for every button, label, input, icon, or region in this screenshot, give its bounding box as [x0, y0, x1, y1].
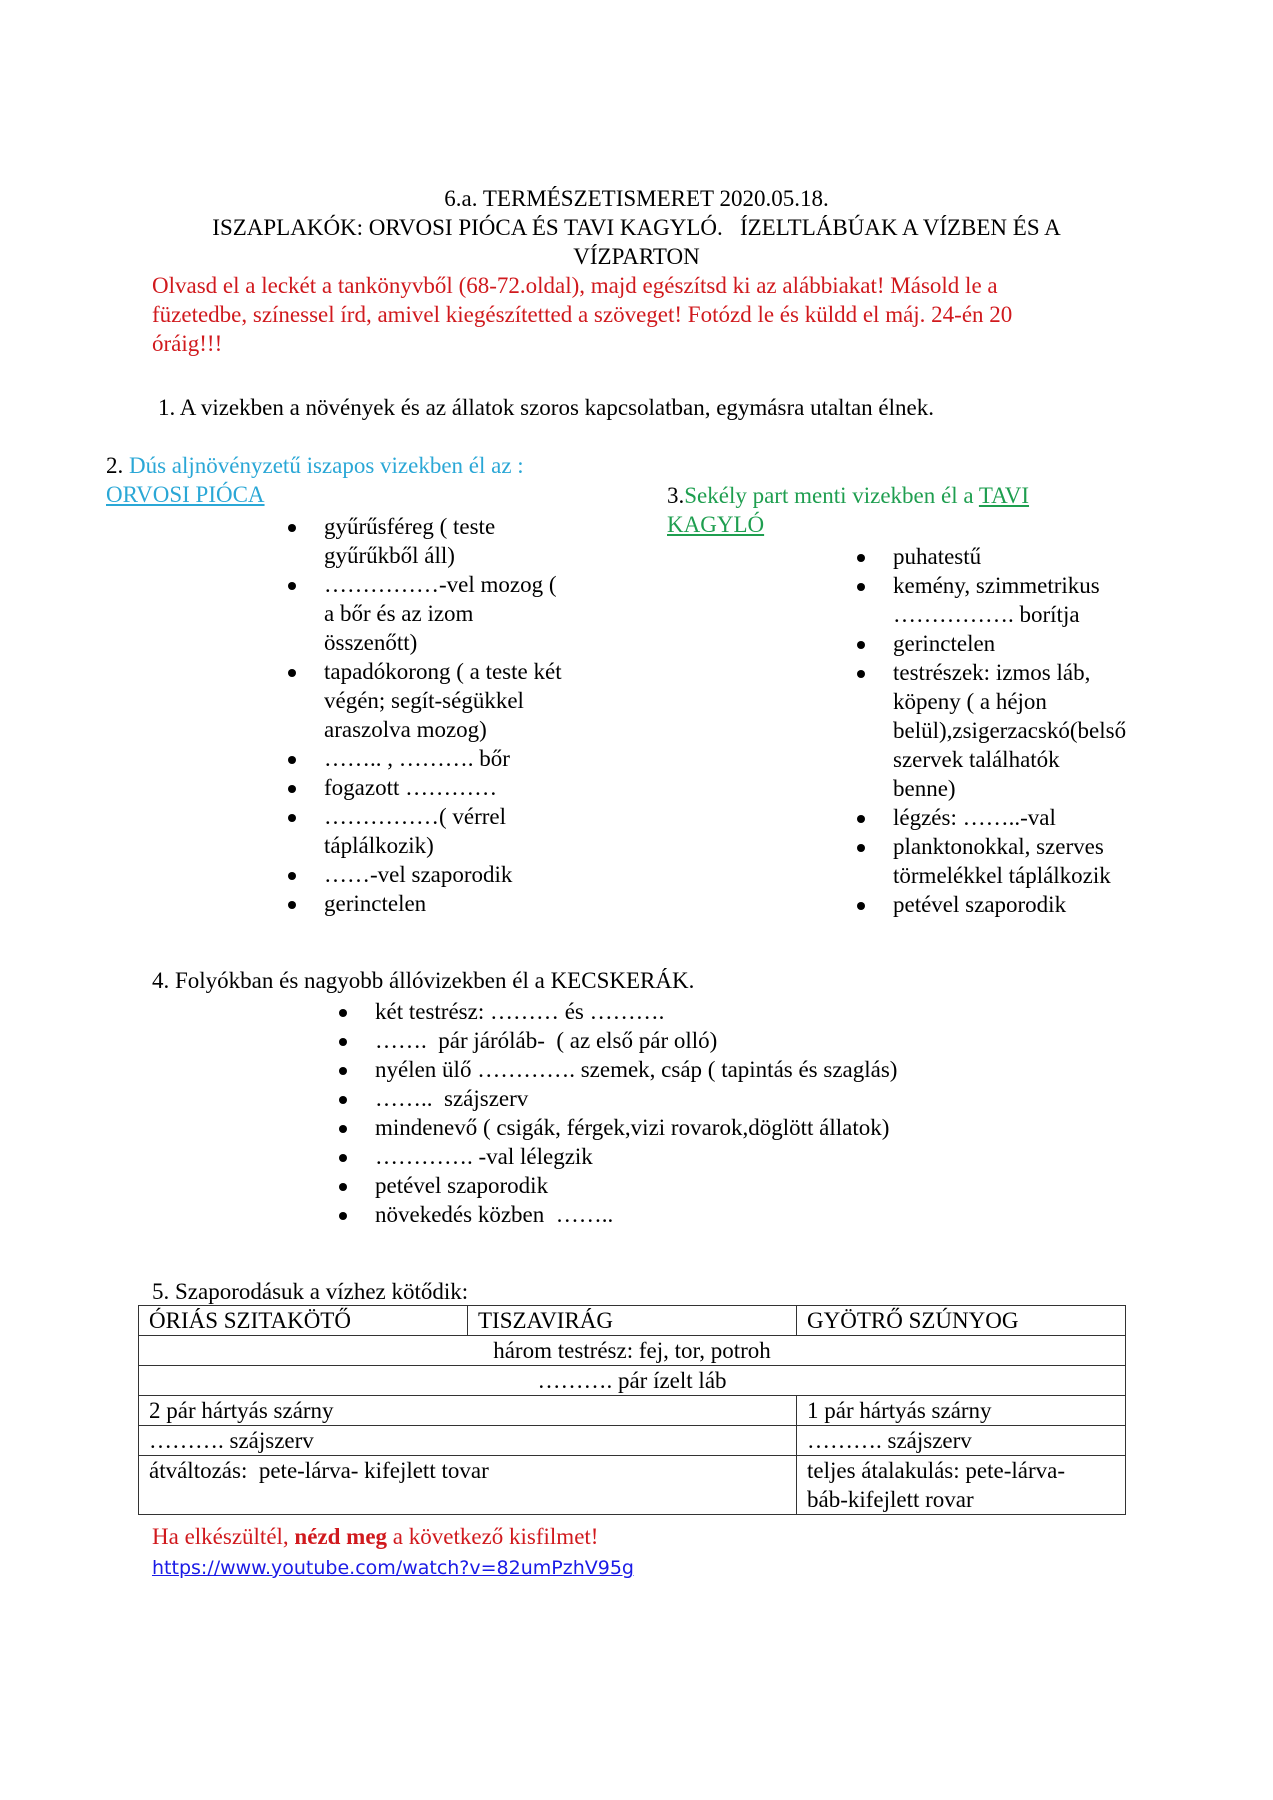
- section-2-heading-text: Dús aljnövényzetű iszapos vizekben él az :: [123, 453, 524, 478]
- table-cell: teljes átalakulás: pete-lárva- báb-kifejlett rovar: [797, 1456, 1126, 1515]
- list-item: kemény, szimmetrikus ……………. borítja: [855, 571, 1175, 629]
- table-cell: ………. szájszerv: [139, 1426, 797, 1456]
- table-header-cell: TISZAVIRÁG: [468, 1306, 797, 1336]
- section-3-subject-cont: KAGYLÓ: [667, 512, 765, 537]
- table-header-cell: GYÖTRŐ SZÚNYOG: [797, 1306, 1126, 1336]
- section-4-heading: 4. Folyókban és nagyobb állóvizekben él a KECSKERÁK.: [152, 968, 695, 993]
- footer-bold: nézd meg: [294, 1524, 388, 1549]
- list-item: légzés: ……..-val: [855, 803, 1175, 832]
- list-item: planktonokkal, szerves törmelékkel táplálkozik: [855, 832, 1175, 890]
- section-2-number: 2.: [106, 453, 124, 478]
- section-3-number: 3.: [667, 483, 685, 508]
- list-item: ……………( vérrel táplálkozik): [286, 802, 626, 860]
- instructions: [152, 271, 1152, 358]
- list-item: ……………-vel mozog ( a bőr és az izom összenőtt): [286, 570, 626, 657]
- header-title-line: ISZAPLAKÓK: ORVOSI PIÓCA ÉS TAVI KAGYLÓ. ÍZELTLÁBÚAK A VÍZBEN ÉS A: [212, 215, 1061, 240]
- list-item: gyűrűsféreg ( teste gyűrűkből áll): [286, 512, 626, 570]
- section-3-heading: [667, 481, 1167, 539]
- list-item: nyélen ülő …………. szemek, csáp ( tapintás és szaglás): [337, 1055, 1137, 1084]
- table-header-cell: ÓRIÁS SZITAKÖTŐ: [139, 1306, 468, 1336]
- youtube-link[interactable]: https://www.youtube.com/watch?v=82umPzhV95g: [152, 1557, 634, 1579]
- section-3-list: [855, 542, 1175, 919]
- section-2-heading: [106, 451, 626, 509]
- section-4-list: [337, 997, 1137, 1229]
- table-row: [139, 1396, 1126, 1426]
- section-5-heading: 5. Szaporodásuk a vízhez kötődik:: [152, 1279, 469, 1304]
- list-item: …….. , ………. bőr: [286, 744, 626, 773]
- list-item: tapadókorong ( a teste két végén; segít-ségükkel araszolva mozog): [286, 657, 626, 744]
- section-2-subject: ORVOSI PIÓCA: [106, 482, 265, 507]
- table-row: [139, 1366, 1126, 1396]
- table-cell: 1 pár hártyás szárny: [797, 1396, 1126, 1426]
- section-3-subject: TAVI: [978, 483, 1030, 508]
- list-item: petével szaporodik: [855, 890, 1175, 919]
- table-row: [139, 1426, 1126, 1456]
- insects-table: [138, 1305, 1126, 1515]
- list-item: puhatestű: [855, 542, 1175, 571]
- section-1-text: 1. A vizekben a növények és az állatok szoros kapcsolatban, egymásra utaltan élnek.: [158, 395, 934, 420]
- list-item: gerinctelen: [855, 629, 1175, 658]
- document-header: [0, 184, 1273, 271]
- table-row: [139, 1456, 1126, 1515]
- list-item: két testrész: ……… és ……….: [337, 997, 1137, 1026]
- list-item: gerinctelen: [286, 889, 626, 918]
- table-cell: ………. szájszerv: [797, 1426, 1126, 1456]
- instructions-line-2: füzetedbe, színessel írd, amivel kiegészítetted a szöveget! Fotózd le és küldd el máj. 24-én 20: [152, 302, 1013, 327]
- list-item: …….. szájszerv: [337, 1084, 1137, 1113]
- list-item: fogazott …………: [286, 773, 626, 802]
- list-item: ……. pár járóláb- ( az első pár olló): [337, 1026, 1137, 1055]
- section-2-list: [286, 512, 626, 918]
- table-row: [139, 1336, 1126, 1366]
- table-cell: ………. pár ízelt láb: [139, 1366, 1126, 1396]
- list-item: mindenevő ( csigák, férgek,vizi rovarok,döglött állatok): [337, 1113, 1137, 1142]
- list-item: növekedés közben ……..: [337, 1200, 1137, 1229]
- list-item: testrészek: izmos láb, köpeny ( a héjon belül),zsigerzacskó(belső szervek találhatók benne): [855, 658, 1175, 803]
- table-cell: átváltozás: pete-lárva- kifejlett tovar: [139, 1456, 797, 1515]
- table-cell: három testrész: fej, tor, potroh: [139, 1336, 1126, 1366]
- list-item: …………. -val lélegzik: [337, 1142, 1137, 1171]
- table-header-row: [139, 1306, 1126, 1336]
- section-3-heading-text: Sekély part menti vizekben él a: [684, 483, 979, 508]
- list-item: ……-vel szaporodik: [286, 860, 626, 889]
- instructions-line-3: óráig!!!: [152, 331, 223, 356]
- header-date-line: 6.a. TERMÉSZETISMERET 2020.05.18.: [444, 186, 829, 211]
- table-cell: 2 pár hártyás szárny: [139, 1396, 797, 1426]
- instructions-line-1: Olvasd el a leckét a tankönyvből (68-72.oldal), majd egészítsd ki az alábbiakat! Másold le a: [152, 273, 998, 298]
- header-title-line-2: VÍZPARTON: [573, 244, 700, 269]
- footer-note: Ha elkészültél, nézd meg a következő kisfilmet!: [152, 1524, 599, 1549]
- list-item: petével szaporodik: [337, 1171, 1137, 1200]
